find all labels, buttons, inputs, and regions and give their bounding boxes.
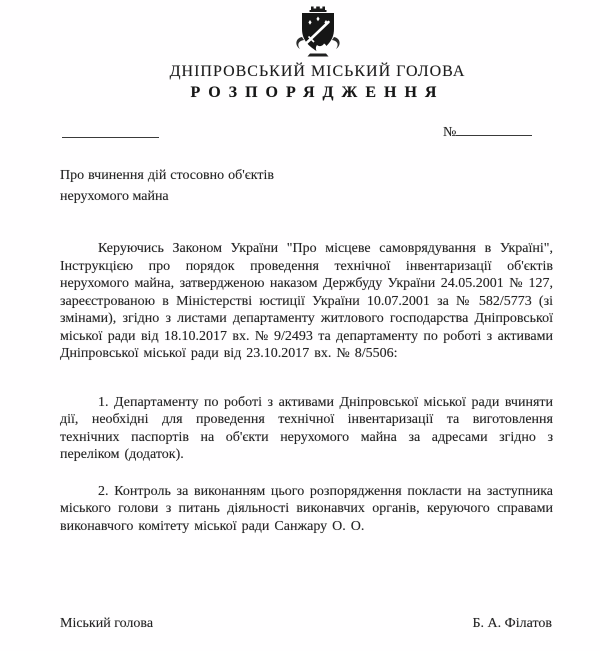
signer-name: Б. А. Філатов <box>472 616 552 631</box>
signature-row <box>60 616 552 632</box>
document-type-title: РОЗПОРЯДЖЕННЯ <box>190 84 445 101</box>
signer-title: Міський голова <box>60 616 154 631</box>
number-field <box>443 120 532 141</box>
preamble-paragraph: Керуючись Законом України "Про місцеве самоврядування в Україні", Інструкцією про порядок проведення технічної інвентаризації об'єктів нерухомого майна, затвердженою наказом Держбуду України 24.05.2001 № 127, зареєстрованою в Міністерстві юстиції України 10.07.2001 за № 582/5773 (зі змінами), згідно з листами департаменту житлового господарства Дніпровської міської ради від 18.10.2017 вх. № 9/2493 та департаменту по роботі з активами Дніпровської міської ради від 23.10.2017 вх. № 8/5506: <box>60 241 553 361</box>
reference-row <box>0 112 600 144</box>
organization-name: ДНІПРОВСЬКИЙ МІСЬКИЙ ГОЛОВА <box>169 63 466 80</box>
document-body <box>60 240 553 535</box>
document-subject: Про вчинення дій стосовно об'єктів нерухомого майна <box>60 168 274 204</box>
date-blank-line <box>62 137 159 138</box>
number-label: № <box>443 125 457 140</box>
number-blank-line <box>456 120 532 136</box>
document-header <box>60 3 575 102</box>
clause-1-paragraph: 1. Департаменту по роботі з активами Дніпровської міської ради вчиняти дії, необхідні для проведення технічної інвентаризації та виготовлення технічних паспортів на об'єкти нерухомого майна за адресами згідно з переліком (додаток). <box>60 394 553 462</box>
dnipro-coat-of-arms-icon <box>290 3 346 59</box>
clause-2-paragraph: 2. Контроль за виконанням цього розпорядження покласти на заступника міського голови з питань діяльності виконавчих органів, керуючого справами виконавчого комітету міської ради Санжару О. О. <box>60 483 553 534</box>
